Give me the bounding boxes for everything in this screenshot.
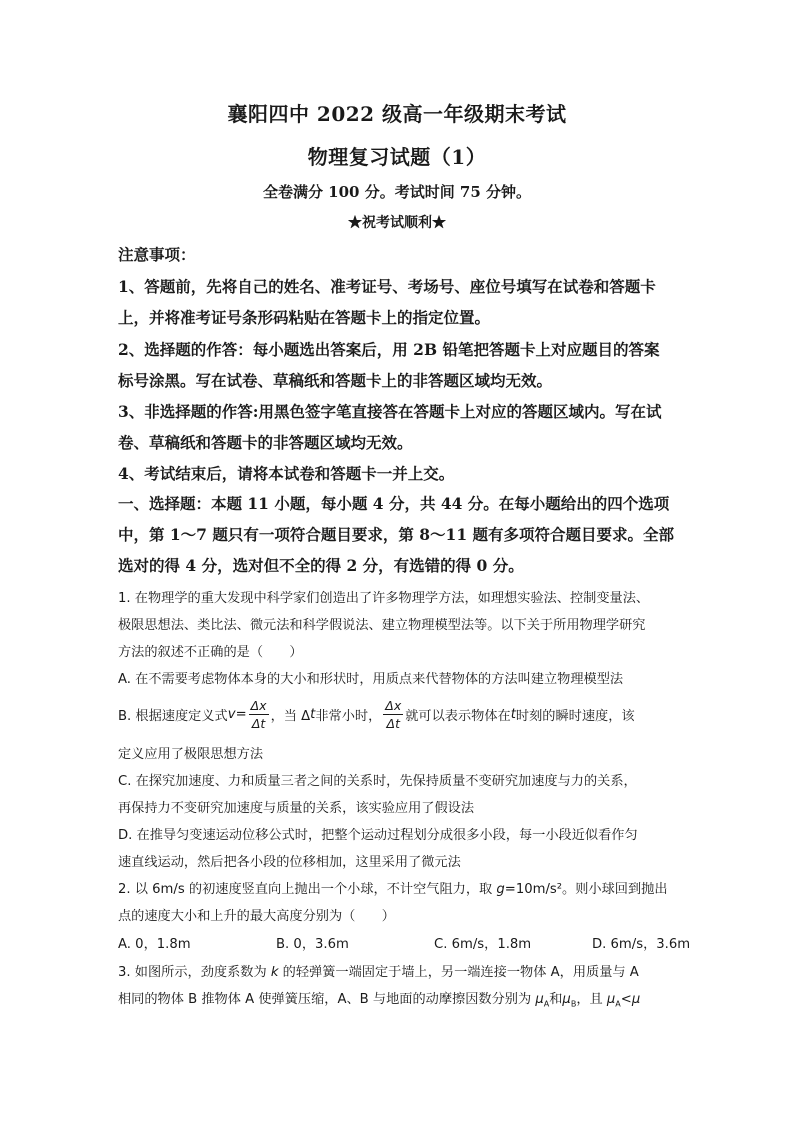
exam-subtitle: 物理复习试题（1） xyxy=(307,145,487,169)
question-2-stem xyxy=(118,878,668,897)
question-3-stem xyxy=(118,988,640,1009)
note-line: 2、选择题的作答：每小题选出答案后，用 2B 铅笔把答题卡上对应题目的答案 xyxy=(118,340,660,359)
question-2-option-a: A. 0，1.8m xyxy=(118,937,191,952)
question-2-option-c: C. 6m/s，1.8m xyxy=(434,937,532,952)
question-1-option-d: D. 在推导匀变速运动位移公式时，把整个运动过程划分成很多小段，每一小段近似看作匀 xyxy=(118,828,638,843)
q2-text: =10m/s²。则小球回到抛出 xyxy=(504,882,668,897)
subscript-b: B xyxy=(570,999,577,1009)
note-line: 标号涂黑。写在试卷、草稿纸和答题卡上的非答题区域均无效。 xyxy=(118,371,553,390)
note-line: 卷、草稿纸和答题卡的非答题区域均无效。 xyxy=(118,433,413,452)
question-1-option-b-cont: 定义应用了极限思想方法 xyxy=(118,747,264,762)
delta-x-over-delta-t-fraction xyxy=(383,697,403,732)
q3-text: 和 xyxy=(549,992,563,1007)
time-symbol: t xyxy=(510,706,516,722)
note-line: 4、考试结束后，请将本试卷和答题卡一并上交。 xyxy=(118,464,455,483)
note-line: 3、非选择题的作答:用黑色签字笔直接答在答题卡上对应的答题区域内。写在试 xyxy=(118,402,662,421)
note-line: 上，并将准考证号条形码粘贴在答题卡上的指定位置。 xyxy=(118,308,491,327)
equals-sign: = xyxy=(235,706,247,722)
mu-symbol: μ xyxy=(606,992,616,1007)
section-instruction: 一、选择题：本题 11 小题，每小题 4 分，共 44 分。在每小题给出的四个选项 xyxy=(118,494,670,513)
option-b-text: 非常小时， xyxy=(315,708,382,724)
q3-text: 3. 如图所示，劲度系数为 xyxy=(118,965,271,980)
question-1-option-c: C. 在探究加速度、力和质量三者之间的关系时，先保持质量不变研究加速度与力的关系， xyxy=(118,774,637,789)
question-1-stem: 1. 在物理学的重大发现中科学家们创造出了许多物理学方法，如理想实验法、控制变量法、 xyxy=(118,591,650,606)
gravity-symbol: g xyxy=(496,882,505,897)
velocity-symbol: v xyxy=(227,706,236,722)
good-luck-line: ★祝考试顺利★ xyxy=(348,215,446,231)
q2-text: 2. 以 6m/s 的初速度竖直向上抛出一个小球，不计空气阻力，取 xyxy=(118,882,497,897)
fraction-denominator: Δt xyxy=(386,715,400,731)
question-1-stem: 方法的叙述不正确的是（ ） xyxy=(118,645,303,660)
fraction-denominator: Δt xyxy=(251,715,266,731)
mu-symbol: μ xyxy=(631,992,641,1007)
subscript-a: A xyxy=(615,999,621,1009)
question-1-option-d-cont: 速直线运动，然后把各小段的位移相加，这里采用了微元法 xyxy=(118,855,461,870)
spring-constant-symbol: k xyxy=(270,965,279,980)
time-symbol: t xyxy=(310,706,316,722)
fraction-numerator: Δx xyxy=(250,697,267,713)
q3-text: 的轻弹簧一端固定于墙上，另一端连接一物体 A，用质量与 A xyxy=(278,965,639,980)
subscript-a: A xyxy=(543,999,550,1009)
less-than-sign: < xyxy=(620,992,632,1007)
question-2-stem: 点的速度大小和上升的最大高度分别为（ ） xyxy=(118,909,395,924)
q3-text: 相同的物体 B 推物体 A 使弹簧压缩，A、B 与地面的动摩擦因数分别为 xyxy=(118,992,536,1007)
question-2-option-d: D. 6m/s，3.6m xyxy=(592,937,691,952)
score-info: 全卷满分 100 分。考试时间 75 分钟。 xyxy=(262,183,532,201)
option-b-text: 就可以表示物体在 xyxy=(405,708,511,724)
section-instruction: 中，第 1～7 题只有一项符合题目要求，第 8～11 题有多项符合题目要求。全部 xyxy=(118,525,675,544)
option-b-text: 时刻的瞬时速度，该 xyxy=(515,708,635,724)
notes-heading: 注意事项： xyxy=(118,245,196,264)
option-b-prefix: B. 根据速度定义式 xyxy=(118,708,228,724)
question-3-stem xyxy=(118,961,639,980)
exam-title: 襄阳四中 2022 级高一年级期末考试 xyxy=(227,102,567,126)
question-2-option-b: B. 0，3.6m xyxy=(276,937,349,952)
delta-x-over-delta-t-fraction xyxy=(249,697,269,732)
question-1-option-c-cont: 再保持力不变研究加速度与质量的关系，该实验应用了假设法 xyxy=(118,801,475,816)
option-b-text: ，当 Δ xyxy=(270,708,311,724)
section-instruction: 选对的得 4 分，选对但不全的得 2 分，有选错的得 0 分。 xyxy=(118,556,524,575)
note-line: 1、答题前，先将自己的姓名、准考证号、考场号、座位号填写在试卷和答题卡 xyxy=(118,277,656,296)
question-1-stem: 极限思想法、类比法、微元法和科学假说法、建立物理模型法等。以下关于所用物理学研究 xyxy=(118,618,646,633)
question-1-option-b xyxy=(118,694,635,734)
mu-symbol: μ xyxy=(535,992,544,1007)
q3-text: ，且 xyxy=(576,992,607,1007)
fraction-numerator: Δx xyxy=(385,697,402,713)
mu-symbol: μ xyxy=(562,992,571,1007)
question-1-option-a: A. 在不需要考虑物体本身的大小和形状时，用质点来代替物体的方法叫建立物理模型法 xyxy=(118,672,624,687)
